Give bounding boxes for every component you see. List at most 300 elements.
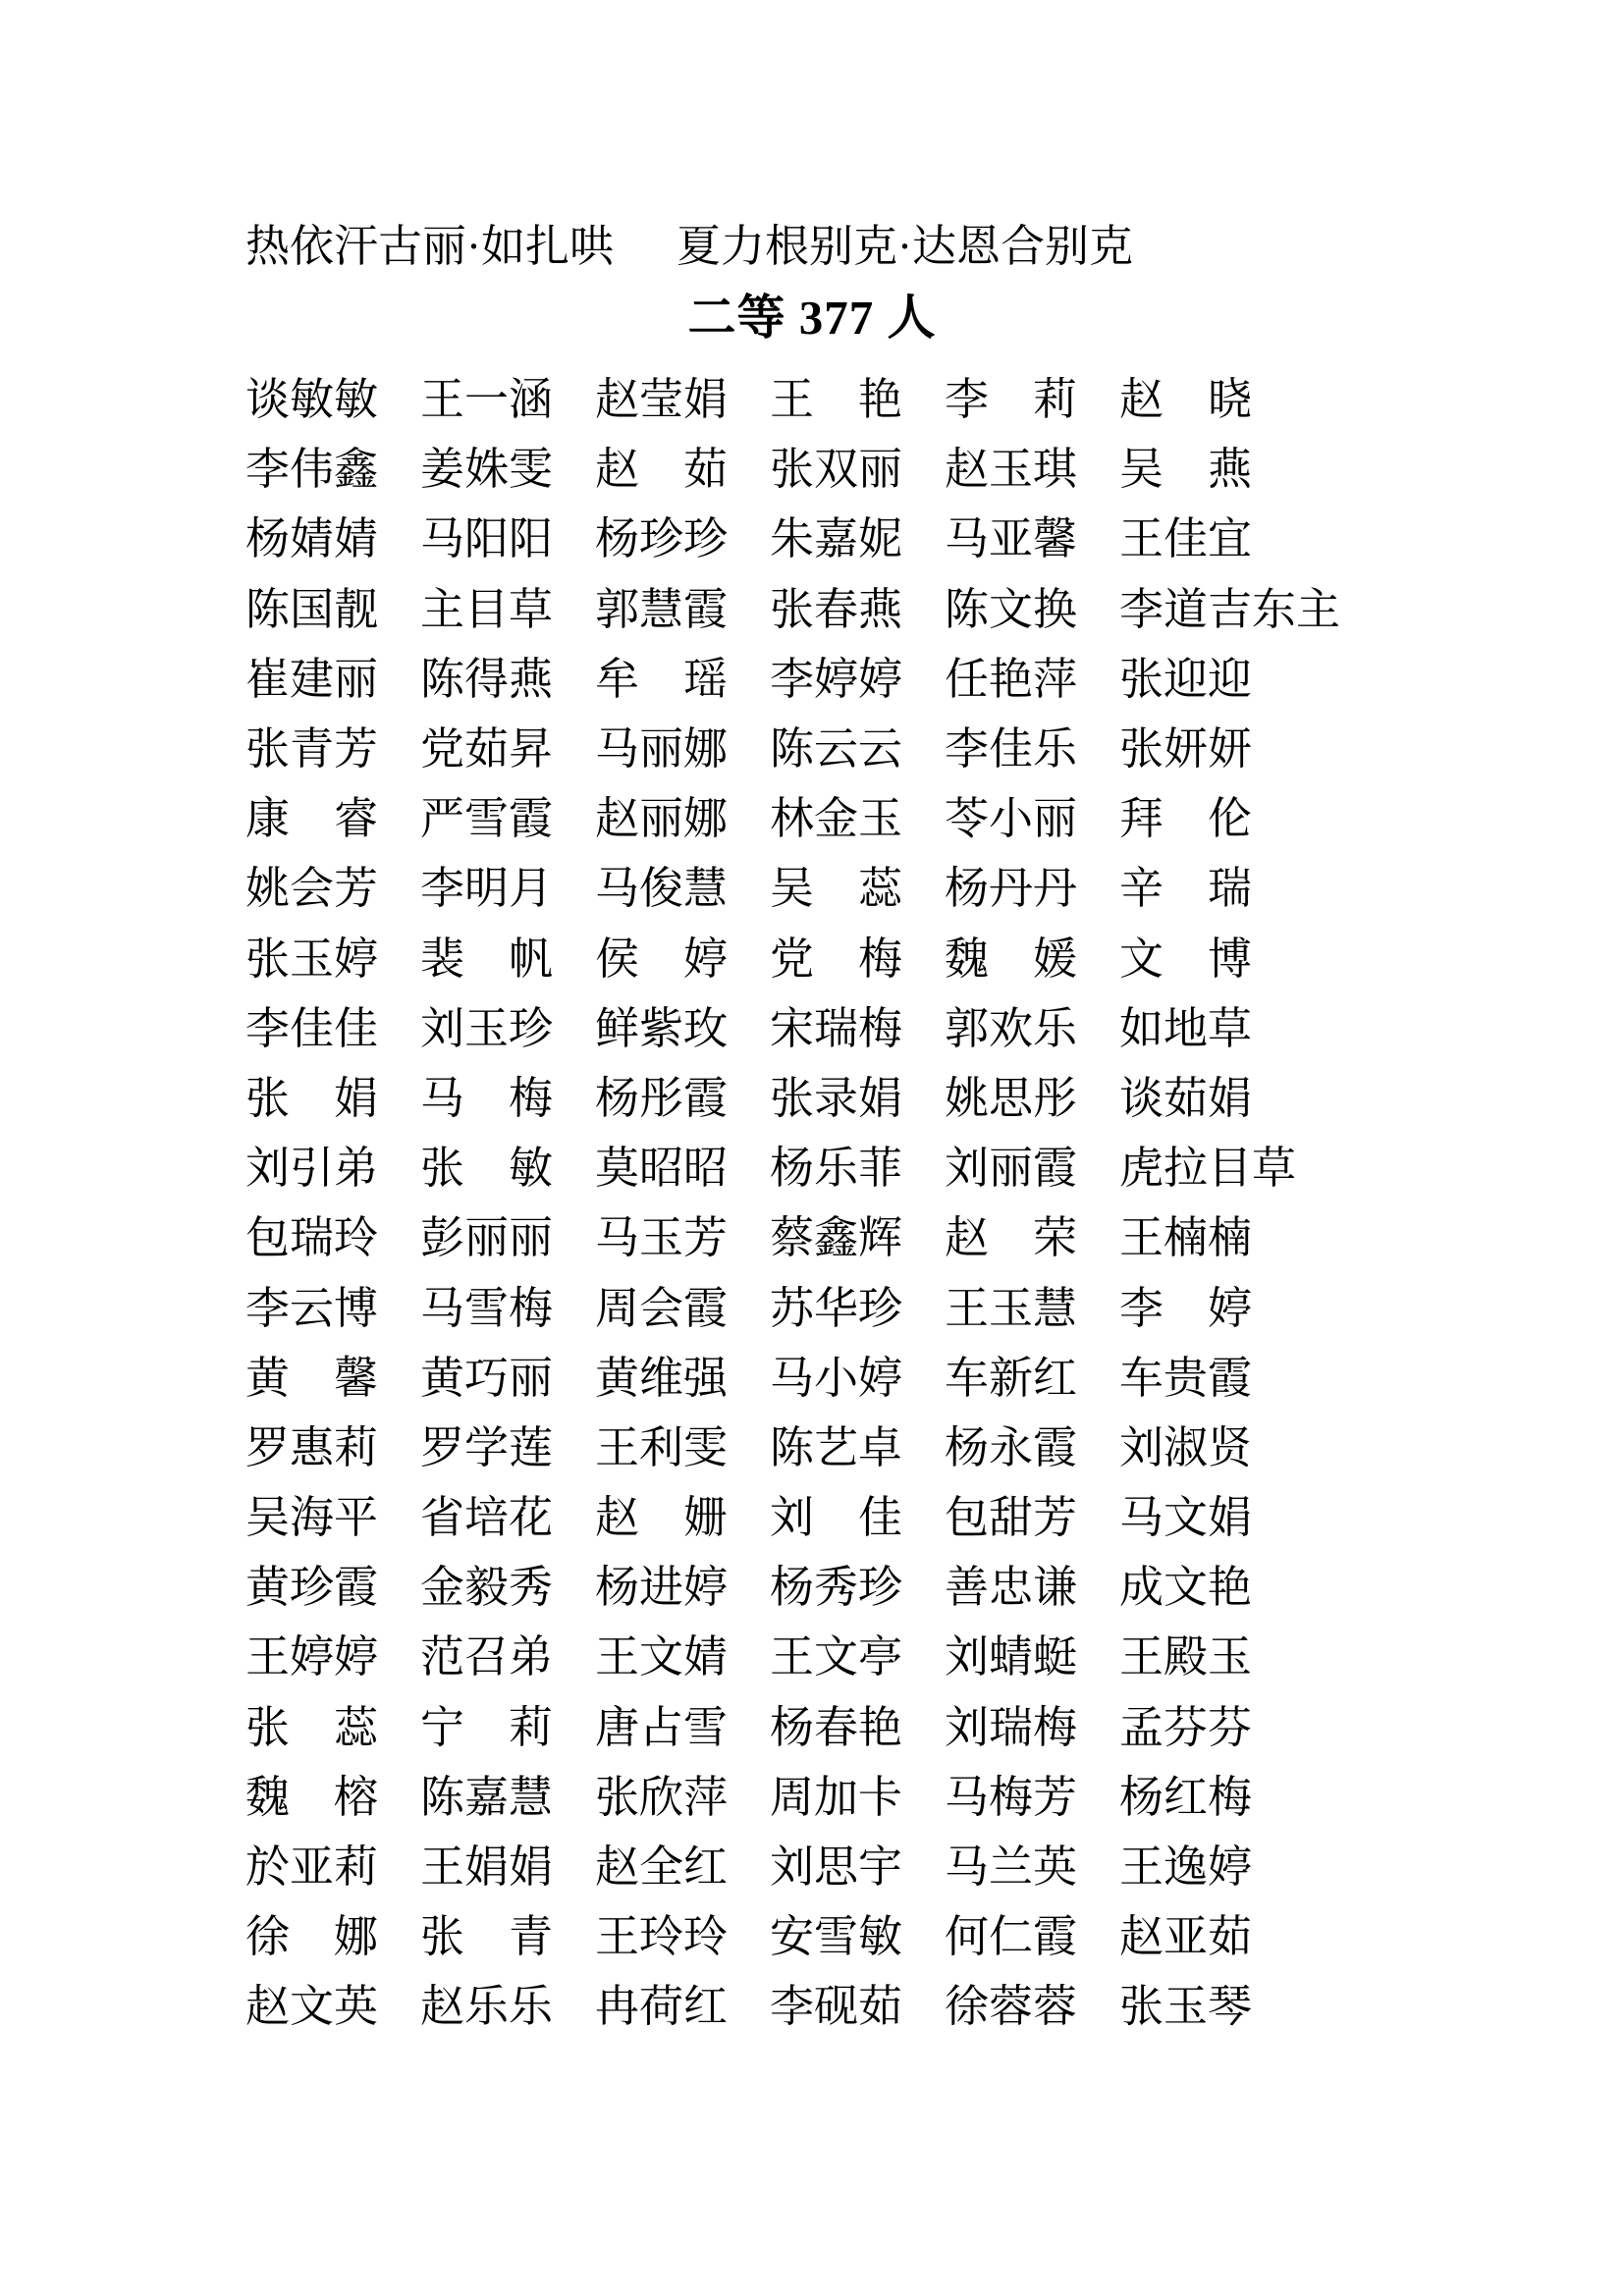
name-cell (770, 1493, 945, 1543)
name-cell (1119, 1213, 1294, 1263)
name-cell (945, 1422, 1119, 1472)
name-cell (420, 514, 595, 564)
name-cell (245, 375, 420, 425)
person-name: 杨进婷 (595, 1563, 729, 1613)
person-name: 陈国靓 (245, 584, 379, 634)
name-cell (420, 864, 595, 914)
person-name: 王文婧 (595, 1632, 729, 1682)
person-name: 刘蜻蜓 (945, 1632, 1078, 1682)
name-cell (595, 1144, 770, 1194)
person-name: 主目草 (420, 584, 554, 634)
person-name: 王逸婷 (1119, 1842, 1253, 1893)
person-name: 范召弟 (420, 1632, 554, 1682)
person-name: 张青芳 (245, 724, 379, 774)
name-cell (1119, 1353, 1294, 1403)
person-name: 黄巧丽 (420, 1353, 554, 1403)
name-cell (595, 1213, 770, 1263)
person-name: 善忠谦 (945, 1563, 1078, 1613)
person-name: 马亚馨 (945, 514, 1078, 564)
name-cell (945, 375, 1119, 425)
person-name: 赵 晓 (1119, 375, 1253, 425)
name-cell (420, 1912, 595, 1962)
person-name: 周加卡 (770, 1772, 903, 1822)
person-name: 魏 媛 (945, 934, 1078, 984)
person-name: 王婷婷 (245, 1632, 379, 1682)
name-cell (595, 1842, 770, 1893)
name-cell (245, 584, 420, 634)
person-name: 严雪霞 (420, 794, 554, 844)
name-cell (245, 1144, 420, 1194)
person-name: 刘淑贤 (1119, 1422, 1253, 1472)
name-cell (245, 1283, 420, 1333)
name-cell (1119, 584, 1341, 634)
person-name: 党茹昇 (420, 724, 554, 774)
person-name: 张欣萍 (595, 1772, 729, 1822)
person-name: 赵文英 (245, 1982, 379, 2032)
person-name: 杨丹丹 (945, 864, 1078, 914)
person-name: 彭丽丽 (420, 1213, 554, 1263)
name-cell (1119, 514, 1294, 564)
person-name: 赵莹娟 (595, 375, 729, 425)
person-name: 郭欢乐 (945, 1003, 1078, 1053)
person-name: 如地草 (1119, 1003, 1253, 1053)
name-cell (245, 1912, 420, 1962)
name-cell (945, 654, 1119, 704)
section-title: 二等 377 人 (687, 291, 937, 345)
person-name: 刘 佳 (770, 1493, 903, 1543)
name-cell (770, 1353, 945, 1403)
person-name: 王玉慧 (945, 1283, 1078, 1333)
name-row (245, 1553, 1294, 1623)
person-name: 李云博 (245, 1283, 379, 1333)
name-cell (595, 1982, 770, 2032)
person-name: 宁 莉 (420, 1702, 554, 1752)
person-name: 马小婷 (770, 1353, 903, 1403)
name-row (245, 1693, 1294, 1763)
person-name: 虎拉目草 (1119, 1144, 1297, 1194)
person-name: 李砚茹 (770, 1982, 903, 2032)
person-name: 赵亚茹 (1119, 1912, 1253, 1962)
person-name: 安雪敏 (770, 1912, 903, 1962)
person-name: 苏华珍 (770, 1283, 903, 1333)
name-cell (770, 1632, 945, 1682)
name-cell (245, 1702, 420, 1752)
name-cell (1119, 1422, 1294, 1472)
person-name: 吴 燕 (1119, 445, 1253, 495)
person-name: 张录娟 (770, 1073, 903, 1123)
name-cell (420, 375, 595, 425)
person-name: 徐蓉蓉 (945, 1982, 1078, 2032)
person-name: 马 梅 (420, 1073, 554, 1123)
person-name: 张春燕 (770, 584, 903, 634)
name-cell (595, 514, 770, 564)
name-cell (245, 724, 420, 774)
name-cell (770, 864, 945, 914)
person-name: 罗惠莉 (245, 1422, 379, 1472)
name-cell (945, 1213, 1119, 1263)
person-name: 唐占雪 (595, 1702, 729, 1752)
name-cell (1119, 1144, 1297, 1194)
name-cell (420, 724, 595, 774)
person-name: 周会霞 (595, 1283, 729, 1333)
name-cell (245, 654, 420, 704)
name-cell (420, 654, 595, 704)
name-cell (420, 1632, 595, 1682)
name-cell (420, 445, 595, 495)
name-cell (245, 934, 420, 984)
person-name: 鲜紫玫 (595, 1003, 729, 1053)
name-cell (945, 1702, 1119, 1752)
person-name: 李伟鑫 (245, 445, 379, 495)
name-row (245, 1414, 1294, 1483)
name-cell (420, 1702, 595, 1752)
person-name: 党 梅 (770, 934, 903, 984)
person-name: 姚思彤 (945, 1073, 1078, 1123)
person-name: 马兰英 (945, 1842, 1078, 1893)
name-cell (770, 1144, 945, 1194)
person-name: 车新红 (945, 1353, 1078, 1403)
name-cell (1119, 1003, 1294, 1053)
person-name: 刘丽霞 (945, 1144, 1078, 1194)
name-cell (1119, 445, 1294, 495)
name-cell (945, 1982, 1119, 2032)
person-name: 杨红梅 (1119, 1772, 1253, 1822)
name-cell (1119, 654, 1294, 704)
name-cell (945, 934, 1119, 984)
person-name: 张 蕊 (245, 1702, 379, 1752)
name-cell (945, 1632, 1119, 1682)
name-row (245, 854, 1294, 924)
person-name: 裴 帆 (420, 934, 554, 984)
name-cell (1119, 1982, 1294, 2032)
name-cell (595, 724, 770, 774)
name-cell (595, 1283, 770, 1333)
name-cell (770, 1772, 945, 1822)
name-cell (595, 1073, 770, 1123)
person-name: 任艳萍 (945, 654, 1078, 704)
person-name: 张玉婷 (245, 934, 379, 984)
person-name: 成文艳 (1119, 1563, 1253, 1613)
name-cell (245, 1842, 420, 1893)
person-name: 马文娟 (1119, 1493, 1253, 1543)
header-name-1: 热依汗古丽·如扎哄 (245, 222, 614, 271)
name-cell (245, 1073, 420, 1123)
person-name: 张妍妍 (1119, 724, 1253, 774)
name-cell (420, 1842, 595, 1893)
name-cell (420, 1353, 595, 1403)
name-cell (420, 584, 595, 634)
name-cell (245, 1422, 420, 1472)
name-cell (420, 794, 595, 844)
name-cell (595, 1772, 770, 1822)
name-cell (420, 1982, 595, 2032)
name-cell (1119, 1702, 1294, 1752)
name-cell (770, 1003, 945, 1053)
name-row (245, 1902, 1294, 1972)
person-name: 刘瑞梅 (945, 1702, 1078, 1752)
name-cell (1119, 934, 1294, 984)
person-name: 莫昭昭 (595, 1144, 729, 1194)
name-cell (245, 1353, 420, 1403)
name-cell (945, 1283, 1119, 1333)
name-cell (595, 1563, 770, 1613)
person-name: 王利雯 (595, 1422, 729, 1472)
name-cell (420, 1003, 595, 1053)
person-name: 杨彤霞 (595, 1073, 729, 1123)
name-cell (420, 1073, 595, 1123)
name-cell (245, 1982, 420, 2032)
person-name: 蔡鑫辉 (770, 1213, 903, 1263)
name-cell (1119, 724, 1294, 774)
name-row (245, 1623, 1294, 1692)
person-name: 杨永霞 (945, 1422, 1078, 1472)
person-name: 侯 婷 (595, 934, 729, 984)
person-name: 马俊慧 (595, 864, 729, 914)
name-cell (770, 1912, 945, 1962)
name-cell (245, 794, 420, 844)
name-cell (945, 1912, 1119, 1962)
name-cell (945, 1353, 1119, 1403)
person-name: 杨婧婧 (245, 514, 379, 564)
name-cell (595, 1702, 770, 1752)
name-cell (245, 864, 420, 914)
name-cell (420, 1283, 595, 1333)
person-name: 文 博 (1119, 934, 1253, 984)
name-cell (1119, 1073, 1294, 1123)
name-cell (595, 1353, 770, 1403)
name-cell (770, 514, 945, 564)
name-cell (420, 1563, 595, 1613)
name-cell (1119, 1842, 1294, 1893)
name-cell (420, 1144, 595, 1194)
person-name: 张双丽 (770, 445, 903, 495)
person-name: 包瑞玲 (245, 1213, 379, 1263)
name-cell (770, 445, 945, 495)
person-name: 於亚莉 (245, 1842, 379, 1893)
person-name: 张玉琴 (1119, 1982, 1253, 2032)
person-name: 赵乐乐 (420, 1982, 554, 2032)
person-name: 宋瑞梅 (770, 1003, 903, 1053)
name-cell (945, 1144, 1119, 1194)
name-cell (945, 1563, 1119, 1613)
name-cell (945, 584, 1119, 634)
person-name: 杨秀珍 (770, 1563, 903, 1613)
name-cell (770, 724, 945, 774)
name-row (245, 1064, 1294, 1134)
name-cell (945, 1772, 1119, 1822)
person-name: 马阳阳 (420, 514, 554, 564)
person-name: 康 睿 (245, 794, 379, 844)
header-names-line (245, 218, 1133, 276)
person-name: 张迎迎 (1119, 654, 1253, 704)
person-name: 黄 馨 (245, 1353, 379, 1403)
name-row (245, 1833, 1294, 1902)
person-name: 王殿玉 (1119, 1632, 1253, 1682)
name-cell (945, 794, 1119, 844)
person-name: 罗学莲 (420, 1422, 554, 1472)
person-name: 吴 蕊 (770, 864, 903, 914)
name-row (245, 505, 1294, 574)
person-name: 李道吉东主 (1119, 584, 1341, 634)
person-name: 马雪梅 (420, 1283, 554, 1333)
person-name: 陈得燕 (420, 654, 554, 704)
name-cell (770, 584, 945, 634)
person-name: 杨乐菲 (770, 1144, 903, 1194)
name-row (245, 1203, 1294, 1273)
name-row (245, 1134, 1297, 1203)
name-cell (770, 1283, 945, 1333)
name-cell (1119, 1493, 1294, 1543)
name-cell (945, 1003, 1119, 1053)
name-cell (245, 1563, 420, 1613)
name-row (245, 784, 1294, 854)
name-row (245, 435, 1294, 505)
name-cell (770, 1563, 945, 1613)
name-cell (245, 1493, 420, 1543)
person-name: 王 艳 (770, 375, 903, 425)
person-name: 李佳佳 (245, 1003, 379, 1053)
person-name: 马梅芳 (945, 1772, 1078, 1822)
name-cell (1119, 794, 1294, 844)
name-row (245, 715, 1294, 784)
name-cell (945, 1842, 1119, 1893)
person-name: 崔建丽 (245, 654, 379, 704)
person-name: 牟 瑶 (595, 654, 729, 704)
name-cell (595, 1912, 770, 1962)
name-row (245, 1273, 1294, 1343)
name-cell (595, 1632, 770, 1682)
person-name: 马丽娜 (595, 724, 729, 774)
person-name: 朱嘉妮 (770, 514, 903, 564)
person-name: 徐 娜 (245, 1912, 379, 1962)
name-cell (595, 584, 770, 634)
person-name: 赵玉琪 (945, 445, 1078, 495)
name-cell (420, 1493, 595, 1543)
person-name: 王玲玲 (595, 1912, 729, 1962)
name-cell (245, 1003, 420, 1053)
person-name: 辛 瑞 (1119, 864, 1253, 914)
person-name: 谈茹娟 (1119, 1073, 1253, 1123)
name-cell (1119, 1772, 1294, 1822)
name-cell (770, 654, 945, 704)
name-grid (245, 365, 1341, 2043)
name-cell (1119, 375, 1294, 425)
person-name: 林金玉 (770, 794, 903, 844)
name-row (245, 575, 1341, 645)
name-row (245, 645, 1294, 715)
name-row (245, 365, 1294, 435)
name-cell (420, 1213, 595, 1263)
person-name: 陈云云 (770, 724, 903, 774)
name-cell (595, 445, 770, 495)
name-cell (420, 1422, 595, 1472)
name-row (245, 1972, 1294, 2042)
person-name: 赵 荣 (945, 1213, 1078, 1263)
name-cell (770, 1422, 945, 1472)
person-name: 黄维强 (595, 1353, 729, 1403)
person-name: 赵丽娜 (595, 794, 729, 844)
name-cell (595, 1003, 770, 1053)
name-cell (245, 1632, 420, 1682)
person-name: 刘玉珍 (420, 1003, 554, 1053)
person-name: 赵 姗 (595, 1493, 729, 1543)
name-cell (770, 1702, 945, 1752)
name-cell (1119, 1912, 1294, 1962)
name-cell (945, 514, 1119, 564)
person-name: 黄珍霞 (245, 1563, 379, 1613)
person-name: 王娟娟 (420, 1842, 554, 1893)
person-name: 苓小丽 (945, 794, 1078, 844)
name-cell (420, 934, 595, 984)
name-row (245, 1763, 1294, 1833)
name-cell (595, 864, 770, 914)
person-name: 王一涵 (420, 375, 554, 425)
name-cell (1119, 1563, 1294, 1613)
name-cell (945, 445, 1119, 495)
person-name: 张 敏 (420, 1144, 554, 1194)
person-name: 王佳宜 (1119, 514, 1253, 564)
name-cell (770, 375, 945, 425)
person-name: 陈艺卓 (770, 1422, 903, 1472)
person-name: 魏 榕 (245, 1772, 379, 1822)
name-cell (770, 794, 945, 844)
name-cell (945, 1493, 1119, 1543)
name-cell (770, 1982, 945, 2032)
name-cell (595, 1422, 770, 1472)
person-name: 李 莉 (945, 375, 1078, 425)
person-name: 刘思宇 (770, 1842, 903, 1893)
person-name: 郭慧霞 (595, 584, 729, 634)
person-name: 吴海平 (245, 1493, 379, 1543)
person-name: 杨珍珍 (595, 514, 729, 564)
name-cell (1119, 1632, 1294, 1682)
person-name: 拜 伦 (1119, 794, 1253, 844)
name-cell (595, 654, 770, 704)
person-name: 王楠楠 (1119, 1213, 1253, 1263)
name-cell (770, 934, 945, 984)
person-name: 赵 茹 (595, 445, 729, 495)
name-cell (595, 934, 770, 984)
person-name: 陈文换 (945, 584, 1078, 634)
person-name: 张 青 (420, 1912, 554, 1962)
name-cell (1119, 1283, 1294, 1333)
name-cell (245, 1772, 420, 1822)
name-cell (595, 1493, 770, 1543)
person-name: 冉荷红 (595, 1982, 729, 2032)
person-name: 姚会芳 (245, 864, 379, 914)
name-row (245, 994, 1294, 1064)
person-name: 李婷婷 (770, 654, 903, 704)
person-name: 谈敏敏 (245, 375, 379, 425)
name-cell (245, 514, 420, 564)
name-cell (945, 724, 1119, 774)
person-name: 赵全红 (595, 1842, 729, 1893)
person-name: 陈嘉慧 (420, 1772, 554, 1822)
person-name: 车贵霞 (1119, 1353, 1253, 1403)
person-name: 刘引弟 (245, 1144, 379, 1194)
name-cell (245, 445, 420, 495)
name-cell (945, 1073, 1119, 1123)
name-cell (770, 1213, 945, 1263)
person-name: 李明月 (420, 864, 554, 914)
name-row (245, 925, 1294, 994)
person-name: 李 婷 (1119, 1283, 1253, 1333)
person-name: 何仁霞 (945, 1912, 1078, 1962)
name-row (245, 1344, 1294, 1414)
name-cell (945, 864, 1119, 914)
name-cell (595, 375, 770, 425)
name-cell (1119, 864, 1294, 914)
